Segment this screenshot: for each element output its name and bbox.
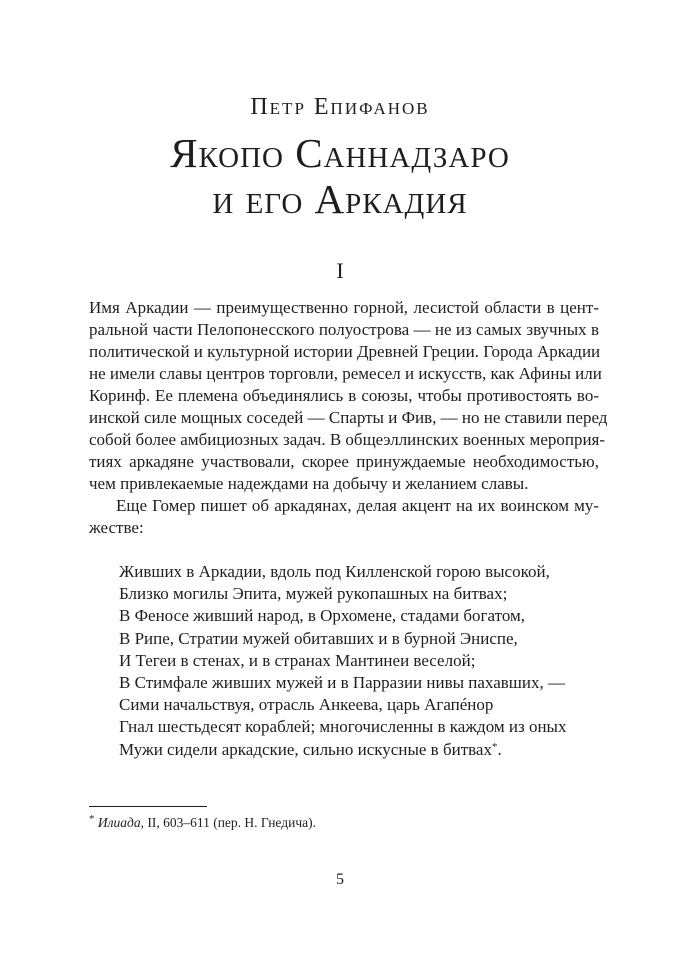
author-name: Петр Епифанов bbox=[250, 94, 430, 120]
verse-line-last bbox=[119, 739, 566, 761]
footnote-marker: * bbox=[89, 813, 95, 825]
verse-line: В Феносе живший народ, в Орхомене, стадами богатом, bbox=[119, 606, 526, 626]
paragraph-1-line: Коринф. Ее племена объединялись в союзы, чтобы противостоять во- bbox=[89, 386, 599, 405]
paragraph-1-line: политической и культурной истории Древней Греции. Города Аркадии bbox=[89, 342, 601, 361]
paragraph-1-line: ральной части Пелопонесского полуострова — не из самых звучных в bbox=[89, 320, 599, 339]
footnote-reference[interactable]: * bbox=[491, 740, 498, 753]
paragraph-1-line: собой более амбициозных задач. В общеэллинских военных мероприя- bbox=[89, 430, 606, 449]
verse-line: Сими начальствуя, отрасль Анкеева, царь Агапéнор bbox=[119, 695, 494, 715]
verse-line: И Тегеи в стенах, и в странах Мантинеи веселой; bbox=[119, 650, 476, 670]
verse-line: В Стимфале живших мужей и в Парразии нивы пахавших, — bbox=[119, 672, 565, 692]
body-text bbox=[89, 297, 608, 539]
verse-line: Близко могилы Эпита, мужей рукопашных на битвах; bbox=[119, 584, 508, 604]
page-number: 5 bbox=[336, 871, 344, 888]
footnote-divider bbox=[89, 806, 207, 807]
paragraph-1-line: Имя Аркадии — преимущественно горной, лесистой области в цент- bbox=[89, 298, 599, 317]
paragraph-2-line: жестве: bbox=[89, 518, 144, 537]
chapter-title-line-1: Якопо Саннадзаро bbox=[170, 130, 510, 176]
verse-line: Живших в Аркадии, вдоль под Килленской горою высокой, bbox=[119, 562, 550, 581]
paragraph-1-line: инской силе мощных соседей — Спарты и Фив, — но не ставили перед bbox=[89, 408, 608, 427]
verse-line: Гнал шестьдесят кораблей; многочисленны в каждом из оных bbox=[119, 717, 567, 737]
verse-line-text: Мужи сидели аркадские, сильно искусные в битвах bbox=[119, 739, 492, 759]
paragraph-1-line: тиях аркадяне участвовали, скорее принуждаемые необходимостью, bbox=[89, 452, 599, 471]
verse-period: . bbox=[497, 739, 502, 759]
footnote bbox=[89, 814, 316, 832]
paragraph-1-line: не имели славы центров торговли, ремесел и искусств, как Афины или bbox=[89, 364, 602, 383]
verse-line: В Рипе, Стратии мужей обитавших и в бурной Эниспе, bbox=[119, 628, 518, 648]
footnote-citation: , II, 603–611 (пер. Н. Гнедича). bbox=[140, 815, 316, 830]
paragraph-1-line: чем привлекаемые надеждами на добычу и желанием славы. bbox=[89, 474, 529, 493]
footnote-work-title: Илиада bbox=[97, 815, 141, 830]
verse-quotation bbox=[119, 561, 566, 761]
chapter-title bbox=[0, 130, 680, 222]
section-number: I bbox=[336, 258, 344, 283]
chapter-title-line-2: и его Аркадия bbox=[212, 176, 468, 222]
paragraph-2-line: Еще Гомер пишет об аркадянах, делая акцент на их воинском му- bbox=[116, 496, 599, 515]
